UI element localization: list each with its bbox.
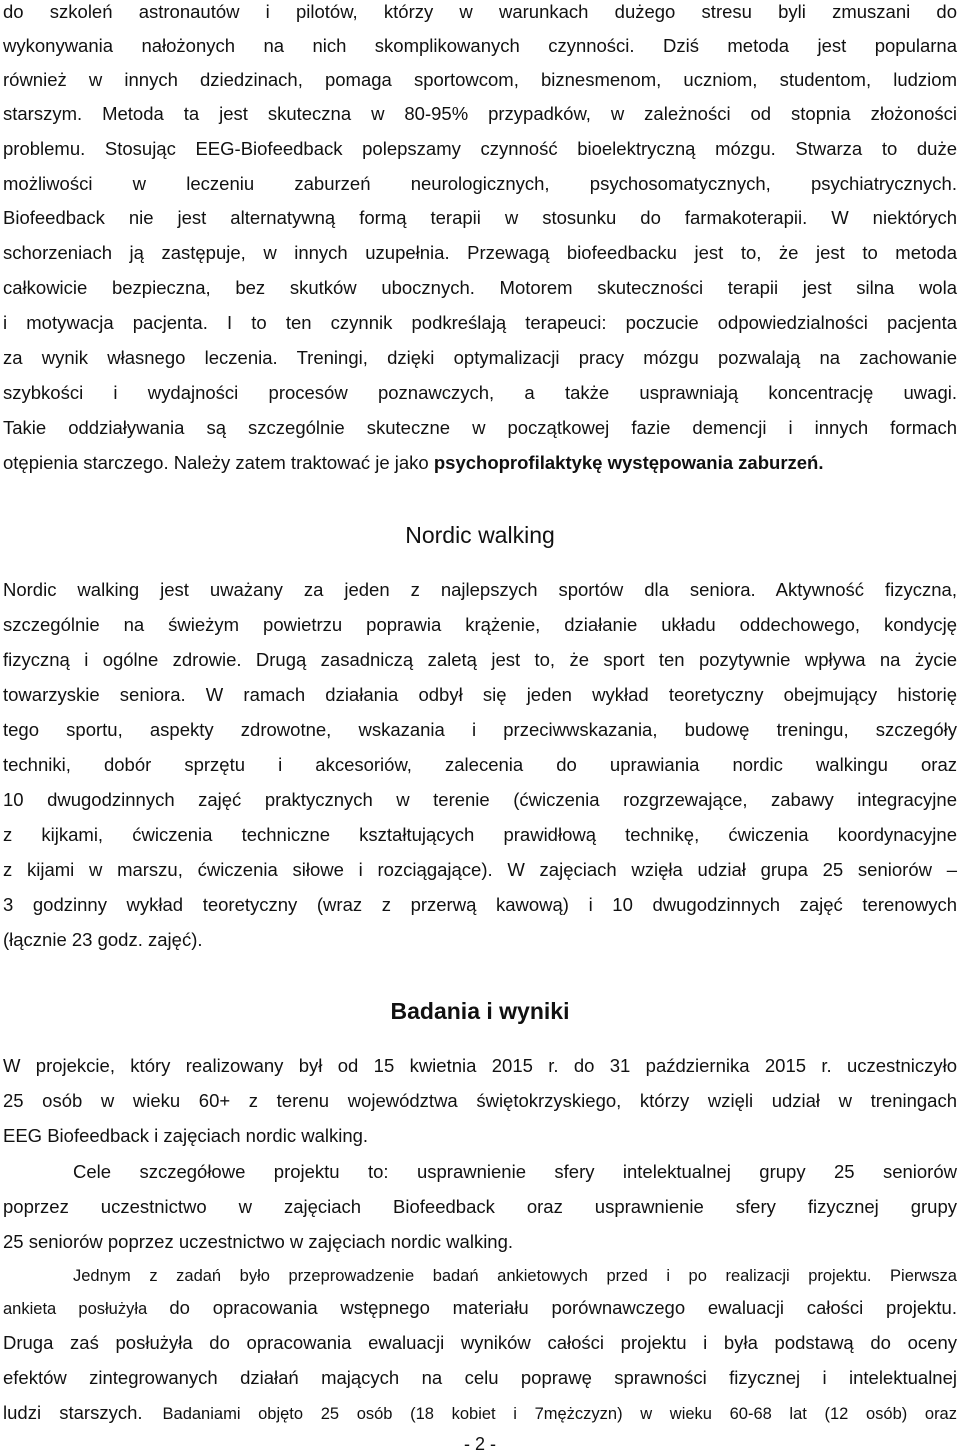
text-line: [3, 451, 957, 475]
bold-text: psychoprofilaktykę występowania zaburzeń.: [433, 452, 824, 473]
text-line: 25 seniorów poprzez uczestnictwo w zajęciach nordic walking.: [3, 1231, 514, 1252]
text-span: Badaniami objęto 25 osób (18 kobiet i 7mężczyzn) w wieku 60-68 lat (12 osób) oraz: [162, 1405, 957, 1423]
text-line: do szkoleń astronautów i pilotów, którzy w warunkach dużego stresu byli zmuszani do: [3, 1, 957, 22]
text-line: techniki, dobór sprzętu i akcesoriów, zalecenia do uprawiania nordic walkingu oraz: [3, 754, 957, 775]
text-line: całkowicie bezpieczna, bez skutków ubocznych. Motorem skuteczności terapii jest silna wola: [3, 277, 957, 298]
text-line: Druga zaś posłużyła do opracowania ewaluacji wyników całości projektu i była podstawą do oceny: [3, 1332, 957, 1353]
text-line: starszym. Metoda ta jest skuteczna w 80-95% przypadków, w zależności od stopnia złożoności: [3, 103, 957, 124]
text-line: [3, 1296, 957, 1320]
text-span: do opracowania wstępnego materiału porównawczego ewaluacji całości projektu.: [169, 1297, 957, 1318]
page-number: - 2 -: [463, 1434, 496, 1454]
text-line: również w innych dziedzinach, pomaga sportowcom, biznesmenom, uczniom, studentom, ludziom: [3, 69, 957, 90]
text-line: i motywacja pacjenta. I to ten czynnik podkreślają terapeuci: poczucie odpowiedzialności pacjenta: [3, 312, 957, 333]
text-line: problemu. Stosując EEG-Biofeedback polepszamy czynność bioelektryczną mózgu. Stwarza to duże: [3, 138, 957, 159]
text-line: wykonywania nałożonych na nich skomplikowanych czynności. Dziś metoda jest popularna: [3, 35, 957, 56]
text-line: efektów zintegrowanych działań mających na celu poprawę sprawności fizycznej i intelektualnej: [3, 1367, 957, 1388]
text-line: Nordic walking jest uważany za jeden z najlepszych sportów dla seniora. Aktywność fizyczna,: [3, 579, 957, 600]
text-line: Takie oddziaływania są szczególnie skuteczne w początkowej fazie demencji i innych formach: [3, 417, 957, 438]
text-line: Biofeedback nie jest alternatywną formą terapii w stosunku do farmakoterapii. W niektórych: [3, 207, 957, 228]
text-line: 10 dwugodzinnych zajęć praktycznych w terenie (ćwiczenia rozgrzewające, zabawy integracyjne: [3, 789, 957, 810]
section-heading-nordic-walking: Nordic walking: [405, 522, 555, 548]
text-line: za wynik własnego leczenia. Treningi, dzięki optymalizacji pracy mózgu pozwalają na zachowanie: [3, 347, 957, 368]
text-span: ludzi starszych.: [3, 1402, 143, 1423]
text-line: tego sportu, aspekty zdrowotne, wskazania i przeciwwskazania, budowę treningu, szczegóły: [3, 719, 957, 740]
text-line: poprzez uczestnictwo w zajęciach Biofeedback oraz usprawnienie sfery fizycznej grupy: [3, 1196, 957, 1217]
text-line: Jednym z zadań było przeprowadzenie badań ankietowych przed i po realizacji projektu. Pierwsza: [73, 1267, 957, 1285]
text-line: 3 godzinny wykład teoretyczny (wraz z przerwą kawową) i 10 dwugodzinnych zajęć terenowych: [3, 894, 957, 915]
text-line: z kijkami, ćwiczenia techniczne kształtujących prawidłową technikę, ćwiczenia koordynacyjne: [3, 824, 957, 845]
bold-heading-text: Badania i wyniki: [390, 998, 570, 1024]
text-line: szczególnie na świeżym powietrzu poprawia krążenie, działanie układu oddechowego, kondycję: [3, 614, 957, 635]
text-line: EEG Biofeedback i zajęciach nordic walking.: [3, 1125, 369, 1146]
text-line: Cele szczegółowe projektu to: usprawnienie sfery intelektualnej grupy 25 seniorów: [73, 1161, 957, 1182]
text-line: szybkości i wydajności procesów poznawczych, a także usprawniają koncentrację uwagi.: [3, 382, 957, 403]
text-line: towarzyskie seniora. W ramach działania odbył się jeden wykład teoretyczny obejmujący historię: [3, 684, 957, 705]
text-line: W projekcie, który realizowany był od 15 kwietnia 2015 r. do 31 października 2015 r. uczestniczyło: [3, 1055, 957, 1076]
text-line: (łącznie 23 godz. zajęć).: [3, 929, 203, 950]
section-heading-results: [3, 996, 957, 1026]
text-span: ankieta posłużyła: [3, 1300, 170, 1318]
text-line: schorzeniach ją zastępuje, w innych uzupełnia. Przewagą biofeedbacku jest to, że jest to metoda: [3, 242, 957, 263]
text-line: możliwości w leczeniu zaburzeń neurologicznych, psychosomatycznych, psychiatrycznych.: [3, 173, 957, 194]
text-span: otępienia starczego. Należy zatem traktować je jako: [3, 452, 434, 473]
text-line: 25 osób w wieku 60+ z terenu województwa świętokrzyskiego, którzy wzięli udział w treningach: [3, 1090, 957, 1111]
text-line: fizyczną i ogólne zdrowie. Drugą zasadniczą zaletą jest to, że sport ten pozytywnie wpływa na życie: [3, 649, 957, 670]
text-line: [3, 1401, 957, 1425]
text-line: z kijami w marszu, ćwiczenia siłowe i rozciągające). W zajęciach wzięła udział grupa 25 seniorów –: [3, 859, 957, 880]
